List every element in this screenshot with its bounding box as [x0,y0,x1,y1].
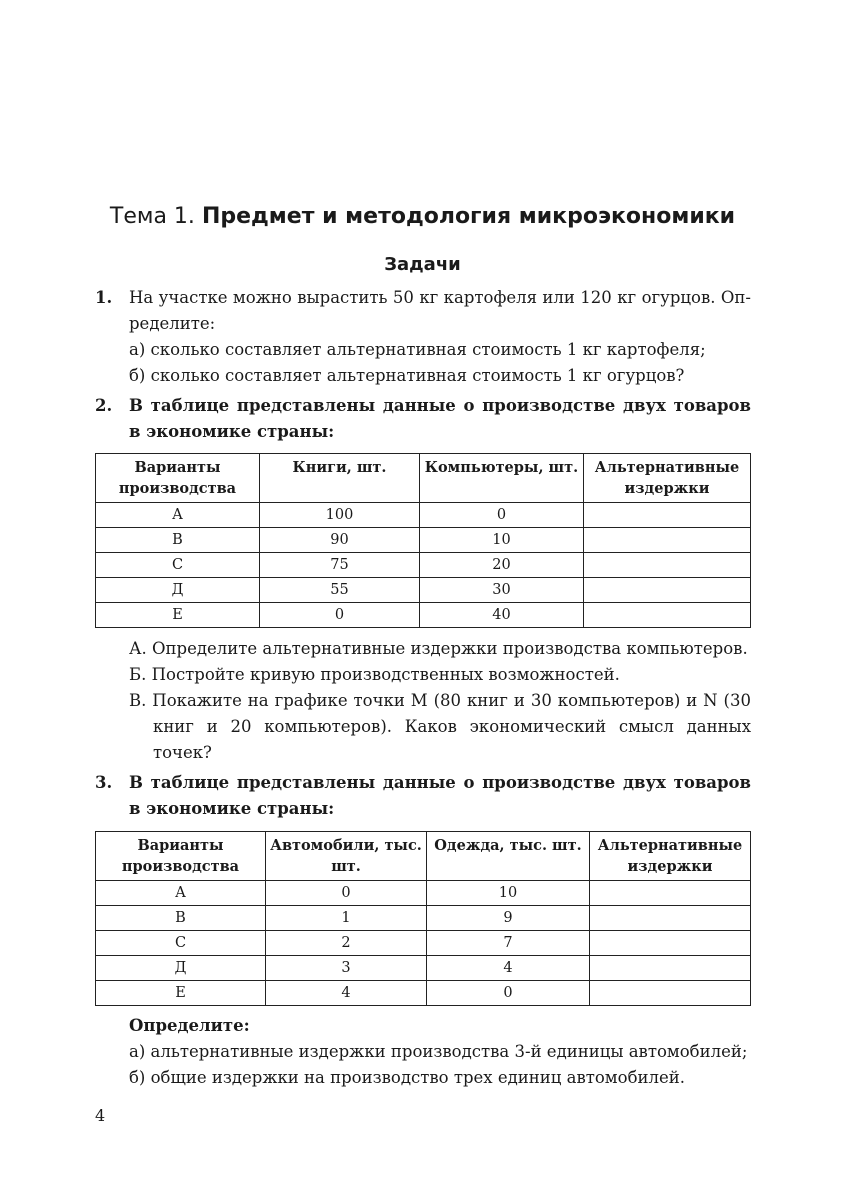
production-table-books-computers [95,453,751,628]
table-cell [584,528,751,553]
table-cell: 10 [420,528,584,553]
table-header-row [96,454,751,503]
table-row [96,528,751,553]
table-cell [590,906,751,931]
table-row [96,503,751,528]
table-cell: Д [96,578,260,603]
table-cell: 9 [427,906,590,931]
table-cell [584,553,751,578]
task-text-line: На участке можно вырастить 50 кг картофеля или 120 кг огурцов. Оп- [129,288,751,307]
table-cell [590,956,751,981]
table-cell: 20 [420,553,584,578]
table-cell: 0 [260,603,420,628]
table-cell [584,578,751,603]
table-cell [584,503,751,528]
task-number: 1. [95,288,113,307]
table-cell: 90 [260,528,420,553]
production-table-cars-clothes [95,831,751,1006]
task-item: а) альтернативные издержки производства 3-й единицы автомобилей; [129,1042,748,1061]
table-cell [590,931,751,956]
topic-title: Предмет и методология микроэкономики [201,204,736,229]
table-row [96,578,751,603]
task-3 [95,770,751,822]
table-cell: 4 [427,956,590,981]
column-header: Компьютеры, шт. [420,454,584,503]
table-row [96,553,751,578]
table-cell: 10 [427,881,590,906]
column-header: Альтернативные издержки [584,454,751,503]
table-cell: С [96,931,266,956]
table-cell [590,981,751,1006]
table-row [96,881,751,906]
task-number: 3. [95,773,113,792]
table-cell [590,881,751,906]
topic-number: Тема 1. [109,204,195,229]
table-cell: 1 [266,906,427,931]
column-header: Альтернативные издержки [590,832,751,881]
table-cell: 75 [260,553,420,578]
task-number: 2. [95,396,113,415]
column-header: Книги, шт. [260,454,420,503]
table-cell: 0 [427,981,590,1006]
task-item: А. Определите альтернативные издержки производства компьютеров. [129,639,748,658]
table-row [96,906,751,931]
task-prompt: Определите: [129,1016,250,1035]
task-item: б) общие издержки на производство трех единиц автомобилей. [129,1068,685,1087]
task-item: Б. Постройте кривую производственных возможностей. [129,665,620,684]
table-cell: 0 [420,503,584,528]
table-cell: 2 [266,931,427,956]
table-cell: 100 [260,503,420,528]
task-item: а) сколько составляет альтернативная стоимость 1 кг картофеля; [129,340,706,359]
table-cell [584,603,751,628]
table-cell: А [96,503,260,528]
table-cell: А [96,881,266,906]
task-2-questions [95,636,751,766]
task-item: б) сколько составляет альтернативная стоимость 1 кг огурцов? [129,366,685,385]
task-text-line: В таблице представлены данные о производстве двух товаров [129,773,751,792]
table-row [96,603,751,628]
task-2 [95,393,751,445]
section-title: Задачи [384,254,461,275]
table-row [96,931,751,956]
table-cell: 30 [420,578,584,603]
page-number: 4 [95,1106,106,1125]
table-header-row [96,832,751,881]
column-header: Одежда, тыс. шт. [427,832,590,881]
table-cell: Е [96,981,266,1006]
task-text-line: в экономике страны: [129,422,335,441]
table-cell: Е [96,603,260,628]
table-cell: 7 [427,931,590,956]
table-row [96,981,751,1006]
table-cell: 3 [266,956,427,981]
table-cell: 4 [266,981,427,1006]
column-header: Варианты производства [96,832,266,881]
task-text-line: ределите: [129,314,216,333]
task-item: В. Покажите на графике точки M (80 книг и 30 компьютеров) и N (30 книг и 20 компьютеров). Каков экономический смысл данных точек? [129,691,751,762]
task-text-line: в экономике страны: [129,799,335,818]
table-cell: С [96,553,260,578]
page-title [0,200,845,234]
table-cell: 55 [260,578,420,603]
table-row [96,956,751,981]
table-cell: В [96,906,266,931]
table-cell: Д [96,956,266,981]
table-cell: 0 [266,881,427,906]
table-cell: В [96,528,260,553]
task-text-line: В таблице представлены данные о производстве двух товаров [129,396,751,415]
column-header: Автомобили, тыс. шт. [266,832,427,881]
task-1 [95,285,751,389]
table-cell: 40 [420,603,584,628]
task-3-questions [95,1013,751,1091]
column-header: Варианты производства [96,454,260,503]
